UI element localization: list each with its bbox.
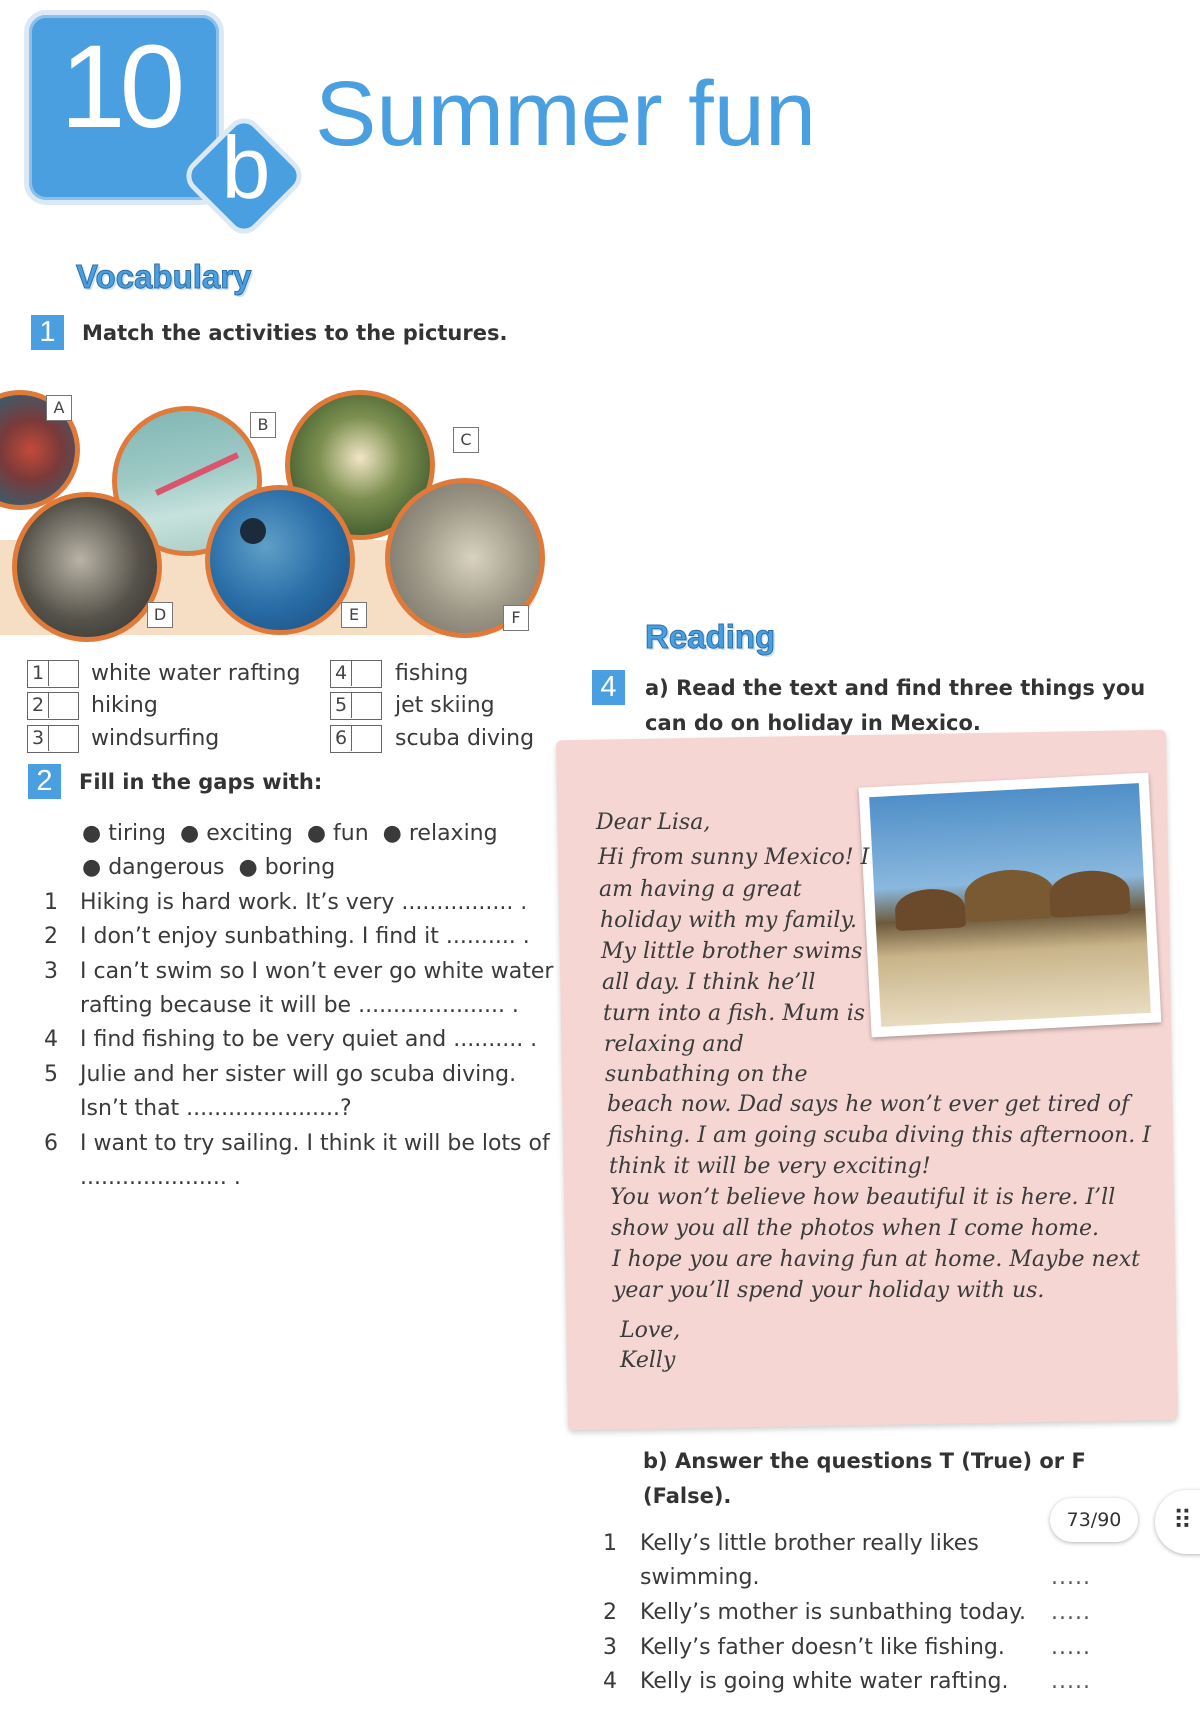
gap-6-text-line1: I want to try sailing. I think it will be lots of (80, 1131, 550, 1156)
activity-3: windsurfing (91, 726, 220, 751)
unit-letter: b (221, 118, 271, 217)
picture-e (205, 485, 355, 635)
picture-label-d: D (147, 602, 173, 628)
picture-label-c: C (453, 427, 479, 453)
question-3-text: Kelly’s father doesn’t like fishing. (640, 1635, 1005, 1660)
question-1-text-line2: swimming. (640, 1565, 760, 1590)
beach-photo-image (869, 783, 1151, 1027)
exercise-4a-instruction-line1: a) Read the text and find three things you (645, 676, 1146, 700)
letter-line-5: My little brother swims (601, 939, 863, 964)
question-4-text: Kelly is going white water rafting. (640, 1669, 1009, 1694)
page-indicator[interactable]: 73/90 (1050, 1498, 1138, 1542)
letter-line-2: Hi from sunny Mexico! I (598, 845, 870, 870)
hut-3 (1048, 869, 1130, 918)
letter-line-17: Love, (620, 1318, 681, 1343)
picture-label-f: F (503, 605, 529, 631)
exercise-4-number: 4 (592, 670, 625, 705)
answer-box-5[interactable]: 5 (330, 692, 382, 720)
menu-icon[interactable]: ⠿ (1155, 1490, 1200, 1554)
exercise-1-number: 1 (31, 315, 64, 350)
activity-1: white water rafting (91, 661, 301, 686)
page-title: Summer fun (315, 63, 817, 165)
beach-photo (859, 773, 1162, 1038)
windsurf-sail (155, 452, 239, 495)
unit-number: 10 (60, 21, 180, 153)
gap-3-number: 3 (44, 959, 58, 984)
pictures-collage (0, 390, 545, 645)
letter-line-12: think it will be very exciting! (609, 1154, 931, 1179)
activity-6: scuba diving (395, 726, 535, 751)
hut-1 (894, 887, 966, 931)
question-2-answer[interactable]: ..... (1051, 1600, 1091, 1625)
picture-d (12, 492, 162, 642)
gap-5-text-line2: Isn’t that ......................? (80, 1096, 352, 1121)
gap-2-number: 2 (44, 924, 58, 949)
letter-line-3: am having a great (599, 877, 802, 902)
question-1-number: 1 (603, 1531, 617, 1556)
answer-box-2[interactable]: 2 (27, 692, 79, 720)
gap-4-number: 4 (44, 1027, 58, 1052)
gap-2-text: I don’t enjoy sunbathing. I find it .......... . (80, 924, 530, 949)
gap-3-text-line1: I can’t swim so I won’t ever go white water (80, 959, 554, 984)
reading-heading: Reading (645, 618, 776, 655)
letter-line-15: I hope you are having fun at home. Maybe next (612, 1247, 1140, 1272)
question-1-text-line1: Kelly’s little brother really likes (640, 1531, 979, 1556)
word-bank-line-1: ● tiring ● exciting ● fun ● relaxing (82, 821, 498, 846)
hut-2 (963, 868, 1055, 923)
gap-5-number: 5 (44, 1062, 58, 1087)
answer-box-4[interactable]: 4 (330, 660, 382, 688)
question-3-answer[interactable]: ..... (1051, 1635, 1091, 1660)
letter-line-14: show you all the photos when I come home. (611, 1216, 1100, 1241)
gap-4-text: I find fishing to be very quiet and .......... . (80, 1027, 538, 1052)
letter-line-8: relaxing and (604, 1032, 744, 1057)
exercise-1-instruction: Match the activities to the pictures. (82, 321, 508, 345)
letter-line-16: year you’ll spend your holiday with us. (613, 1278, 1045, 1303)
letter-line-7: turn into a fish. Mum is (603, 1001, 866, 1026)
activity-4: fishing (395, 661, 469, 686)
letter-line-13: You won’t believe how beautiful it is here. I’ll (610, 1185, 1116, 1210)
question-1-answer[interactable]: ..... (1051, 1565, 1091, 1590)
exercise-2-instruction: Fill in the gaps with: (79, 770, 323, 794)
exercise-2-number: 2 (28, 764, 61, 799)
diver-shape (240, 518, 266, 544)
activity-5: jet skiing (395, 693, 495, 718)
picture-label-e: E (341, 602, 367, 628)
vocabulary-heading: Vocabulary (76, 258, 252, 295)
letter-line-9: sunbathing on the (605, 1062, 808, 1087)
question-2-text: Kelly’s mother is sunbathing today. (640, 1600, 1026, 1625)
gap-6-text-line2: ..................... . (80, 1165, 241, 1190)
letter-line-1: Dear Lisa, (596, 810, 711, 835)
activity-2: hiking (91, 693, 158, 718)
gap-5-text-line1: Julie and her sister will go scuba diving. (80, 1062, 517, 1087)
gap-3-text-line2: rafting because it will be ..................... . (80, 993, 519, 1018)
answer-box-6[interactable]: 6 (330, 725, 382, 753)
letter-line-4: holiday with my family. (600, 908, 857, 933)
picture-label-a: A (46, 395, 72, 421)
gap-1-text: Hiking is hard work. It’s very ................ . (80, 890, 528, 915)
word-bank-line-2: ● dangerous ● boring (82, 855, 336, 880)
question-4-answer[interactable]: ..... (1051, 1669, 1091, 1694)
answer-box-1[interactable]: 1 (27, 660, 79, 688)
exercise-4b-instruction-line2: (False). (643, 1484, 732, 1508)
letter-line-10: beach now. Dad says he won’t ever get tired of (607, 1092, 1130, 1117)
answer-box-3[interactable]: 3 (27, 725, 79, 753)
letter-line-11: fishing. I am going scuba diving this afternoon. I (608, 1123, 1151, 1148)
picture-label-b: B (250, 412, 276, 438)
gap-6-number: 6 (44, 1131, 58, 1156)
question-3-number: 3 (603, 1635, 617, 1660)
exercise-4b-instruction-line1: b) Answer the questions T (True) or F (643, 1449, 1086, 1473)
question-2-number: 2 (603, 1600, 617, 1625)
question-4-number: 4 (603, 1669, 617, 1694)
letter-line-6: all day. I think he’ll (602, 970, 816, 995)
letter-line-18: Kelly (620, 1348, 676, 1373)
gap-1-number: 1 (44, 890, 58, 915)
exercise-4a-instruction-line2: can do on holiday in Mexico. (645, 711, 981, 735)
